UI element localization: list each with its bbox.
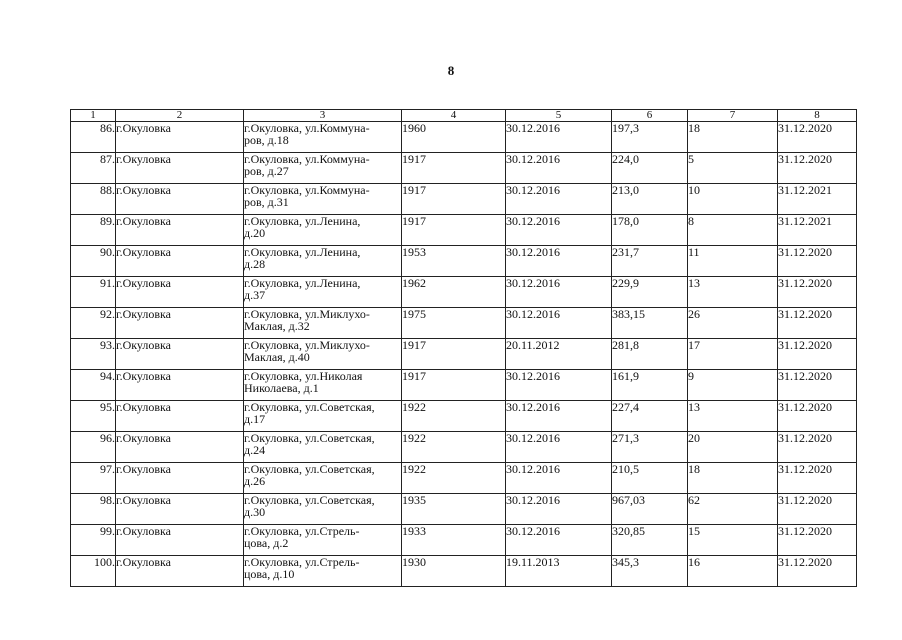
year-cell: 1922: [402, 463, 506, 494]
address-line-2: д.26: [244, 474, 266, 488]
year-cell: 1953: [402, 246, 506, 277]
address-line-1: г.Окуловка, ул.Коммуна-: [244, 121, 370, 135]
column-number-row: [71, 110, 857, 122]
address-cell: [244, 401, 402, 432]
area-cell: 224,0: [612, 153, 688, 184]
address-line-2: д.24: [244, 443, 266, 457]
address-line-1: г.Окуловка, ул.Николая: [244, 369, 363, 383]
deadline-cell: 31.12.2020: [778, 463, 857, 494]
year-cell: 1935: [402, 494, 506, 525]
address-cell: [244, 308, 402, 339]
address-line-1: г.Окуловка, ул.Ленина,: [244, 214, 361, 228]
table-body: [71, 110, 857, 587]
address-cell: [244, 184, 402, 215]
area-cell: 967,03: [612, 494, 688, 525]
date-cell: 30.12.2016: [506, 432, 612, 463]
date-cell: 30.12.2016: [506, 494, 612, 525]
city-cell: г.Окуловка: [116, 277, 244, 308]
column-number: 5: [506, 110, 612, 122]
table-row: [71, 556, 857, 587]
area-cell: 281,8: [612, 339, 688, 370]
row-number-cell: 95.: [71, 401, 116, 432]
city-cell: г.Окуловка: [116, 370, 244, 401]
year-cell: 1922: [402, 432, 506, 463]
date-cell: 30.12.2016: [506, 308, 612, 339]
table-row: [71, 370, 857, 401]
deadline-cell: 31.12.2020: [778, 246, 857, 277]
deadline-cell: 31.12.2020: [778, 556, 857, 587]
date-cell: 30.12.2016: [506, 401, 612, 432]
address-cell: [244, 277, 402, 308]
year-cell: 1917: [402, 184, 506, 215]
address-line-2: ров, д.31: [244, 195, 289, 209]
count-cell: 15: [688, 525, 778, 556]
table-row: [71, 246, 857, 277]
address-line-1: г.Окуловка, ул.Советская,: [244, 493, 375, 507]
deadline-cell: 31.12.2020: [778, 122, 857, 153]
column-number: 2: [116, 110, 244, 122]
address-line-2: ров, д.18: [244, 133, 289, 147]
address-line-2: Николаева, д.1: [244, 381, 319, 395]
city-cell: г.Окуловка: [116, 463, 244, 494]
year-cell: 1930: [402, 556, 506, 587]
date-cell: 30.12.2016: [506, 153, 612, 184]
year-cell: 1962: [402, 277, 506, 308]
date-cell: 30.12.2016: [506, 184, 612, 215]
row-number-cell: 87.: [71, 153, 116, 184]
address-cell: [244, 122, 402, 153]
date-cell: 20.11.2012: [506, 339, 612, 370]
address-line-2: Маклая, д.32: [244, 319, 310, 333]
count-cell: 62: [688, 494, 778, 525]
year-cell: 1975: [402, 308, 506, 339]
address-cell: [244, 432, 402, 463]
address-line-1: г.Окуловка, ул.Советская,: [244, 431, 375, 445]
year-cell: 1917: [402, 370, 506, 401]
column-number: 1: [71, 110, 116, 122]
address-line-1: г.Окуловка, ул.Ленина,: [244, 276, 361, 290]
column-number: 4: [402, 110, 506, 122]
area-cell: 320,85: [612, 525, 688, 556]
deadline-cell: 31.12.2021: [778, 184, 857, 215]
address-cell: [244, 494, 402, 525]
deadline-cell: 31.12.2021: [778, 215, 857, 246]
date-cell: 30.12.2016: [506, 525, 612, 556]
column-number: 3: [244, 110, 402, 122]
count-cell: 9: [688, 370, 778, 401]
row-number-cell: 90.: [71, 246, 116, 277]
date-cell: 30.12.2016: [506, 215, 612, 246]
row-number-cell: 96.: [71, 432, 116, 463]
deadline-cell: 31.12.2020: [778, 432, 857, 463]
address-cell: [244, 339, 402, 370]
city-cell: г.Окуловка: [116, 525, 244, 556]
page-number: 8: [447, 63, 455, 78]
area-cell: 229,9: [612, 277, 688, 308]
city-cell: г.Окуловка: [116, 153, 244, 184]
city-cell: г.Окуловка: [116, 494, 244, 525]
area-cell: 197,3: [612, 122, 688, 153]
column-number: 7: [688, 110, 778, 122]
address-line-2: цова, д.10: [244, 567, 295, 581]
row-number-cell: 93.: [71, 339, 116, 370]
count-cell: 17: [688, 339, 778, 370]
address-line-2: д.17: [244, 412, 266, 426]
area-cell: 231,7: [612, 246, 688, 277]
count-cell: 18: [688, 463, 778, 494]
deadline-cell: 31.12.2020: [778, 370, 857, 401]
table-row: [71, 463, 857, 494]
row-number-cell: 89.: [71, 215, 116, 246]
address-line-2: д.28: [244, 257, 266, 271]
address-line-1: г.Окуловка, ул.Миклухо-: [244, 307, 370, 321]
row-number-cell: 88.: [71, 184, 116, 215]
address-line-1: г.Окуловка, ул.Стрель-: [244, 524, 360, 538]
deadline-cell: 31.12.2020: [778, 525, 857, 556]
table-row: [71, 401, 857, 432]
date-cell: 30.12.2016: [506, 122, 612, 153]
address-cell: [244, 525, 402, 556]
city-cell: г.Окуловка: [116, 556, 244, 587]
area-cell: 213,0: [612, 184, 688, 215]
count-cell: 11: [688, 246, 778, 277]
city-cell: г.Окуловка: [116, 246, 244, 277]
table-row: [71, 215, 857, 246]
address-line-1: г.Окуловка, ул.Советская,: [244, 400, 375, 414]
row-number-cell: 94.: [71, 370, 116, 401]
count-cell: 18: [688, 122, 778, 153]
address-line-1: г.Окуловка, ул.Коммуна-: [244, 152, 370, 166]
count-cell: 10: [688, 184, 778, 215]
housing-table: [70, 109, 857, 587]
column-number: 6: [612, 110, 688, 122]
address-cell: [244, 556, 402, 587]
address-line-2: д.37: [244, 288, 266, 302]
deadline-cell: 31.12.2020: [778, 494, 857, 525]
table-row: [71, 432, 857, 463]
address-line-1: г.Окуловка, ул.Коммуна-: [244, 183, 370, 197]
address-line-2: цова, д.2: [244, 536, 289, 550]
deadline-cell: 31.12.2020: [778, 308, 857, 339]
address-cell: [244, 463, 402, 494]
year-cell: 1960: [402, 122, 506, 153]
address-cell: [244, 246, 402, 277]
deadline-cell: 31.12.2020: [778, 277, 857, 308]
deadline-cell: 31.12.2020: [778, 401, 857, 432]
address-line-2: д.20: [244, 226, 266, 240]
deadline-cell: 31.12.2020: [778, 153, 857, 184]
count-cell: 13: [688, 277, 778, 308]
row-number-cell: 100.: [71, 556, 116, 587]
city-cell: г.Окуловка: [116, 184, 244, 215]
row-number-cell: 99.: [71, 525, 116, 556]
address-line-1: г.Окуловка, ул.Стрель-: [244, 555, 360, 569]
year-cell: 1917: [402, 215, 506, 246]
date-cell: 30.12.2016: [506, 463, 612, 494]
address-line-1: г.Окуловка, ул.Миклухо-: [244, 338, 370, 352]
address-line-2: д.30: [244, 505, 266, 519]
table-row: [71, 277, 857, 308]
row-number-cell: 98.: [71, 494, 116, 525]
row-number-cell: 91.: [71, 277, 116, 308]
table-row: [71, 308, 857, 339]
year-cell: 1917: [402, 153, 506, 184]
count-cell: 20: [688, 432, 778, 463]
year-cell: 1917: [402, 339, 506, 370]
address-line-2: Маклая, д.40: [244, 350, 310, 364]
count-cell: 13: [688, 401, 778, 432]
deadline-cell: 31.12.2020: [778, 339, 857, 370]
address-cell: [244, 370, 402, 401]
count-cell: 26: [688, 308, 778, 339]
address-cell: [244, 215, 402, 246]
area-cell: 345,3: [612, 556, 688, 587]
area-cell: 383,15: [612, 308, 688, 339]
date-cell: 30.12.2016: [506, 277, 612, 308]
area-cell: 227,4: [612, 401, 688, 432]
table-row: [71, 525, 857, 556]
table-row: [71, 339, 857, 370]
row-number-cell: 86.: [71, 122, 116, 153]
city-cell: г.Окуловка: [116, 122, 244, 153]
date-cell: 19.11.2013: [506, 556, 612, 587]
address-line-2: ров, д.27: [244, 164, 289, 178]
table-row: [71, 153, 857, 184]
count-cell: 8: [688, 215, 778, 246]
city-cell: г.Окуловка: [116, 308, 244, 339]
city-cell: г.Окуловка: [116, 215, 244, 246]
date-cell: 30.12.2016: [506, 370, 612, 401]
address-line-1: г.Окуловка, ул.Советская,: [244, 462, 375, 476]
city-cell: г.Окуловка: [116, 339, 244, 370]
city-cell: г.Окуловка: [116, 401, 244, 432]
count-cell: 5: [688, 153, 778, 184]
address-line-1: г.Окуловка, ул.Ленина,: [244, 245, 361, 259]
year-cell: 1933: [402, 525, 506, 556]
area-cell: 178,0: [612, 215, 688, 246]
table-row: [71, 494, 857, 525]
city-cell: г.Окуловка: [116, 432, 244, 463]
address-cell: [244, 153, 402, 184]
year-cell: 1922: [402, 401, 506, 432]
column-number: 8: [778, 110, 857, 122]
row-number-cell: 97.: [71, 463, 116, 494]
area-cell: 161,9: [612, 370, 688, 401]
table-row: [71, 184, 857, 215]
table-row: [71, 122, 857, 153]
count-cell: 16: [688, 556, 778, 587]
row-number-cell: 92.: [71, 308, 116, 339]
date-cell: 30.12.2016: [506, 246, 612, 277]
area-cell: 210,5: [612, 463, 688, 494]
area-cell: 271,3: [612, 432, 688, 463]
